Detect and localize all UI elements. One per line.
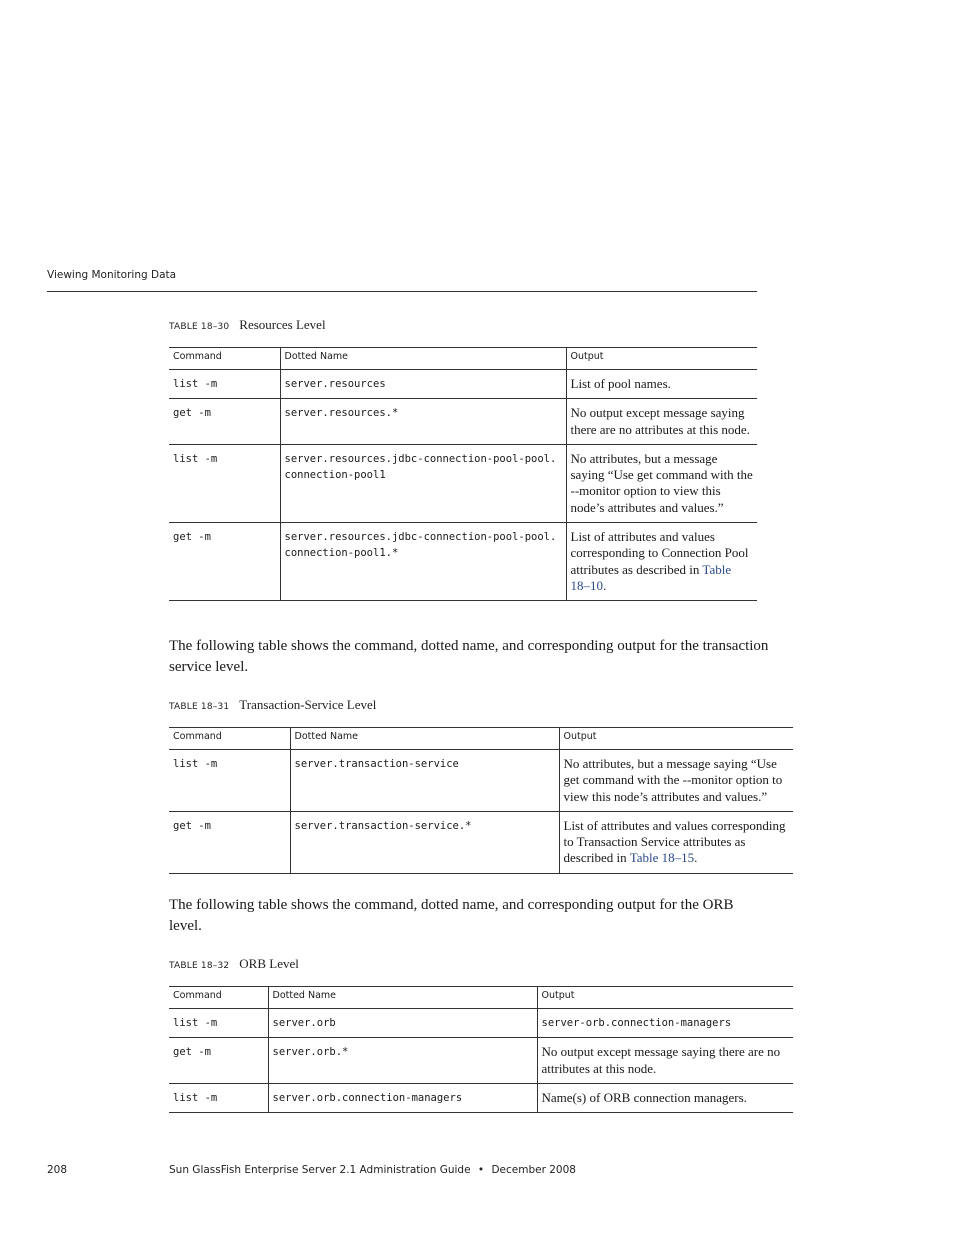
footer-separator: • (477, 1164, 485, 1176)
column-header-output: Output (559, 728, 793, 750)
dotted-name-cell: server.orb.* (268, 1038, 537, 1084)
output-cell (566, 523, 757, 601)
command-cell: get -m (169, 1038, 268, 1084)
dotted-name-cell: server.resources.* (280, 399, 566, 445)
column-header-dotted-name: Dotted Name (290, 728, 559, 750)
table-caption-orb (169, 956, 299, 972)
table-caption-transaction-service (169, 697, 376, 713)
orb-level-table (169, 986, 793, 1113)
column-header-command: Command (169, 348, 280, 370)
table-header-row (169, 987, 793, 1009)
dotted-name-cell: server.orb.connection-managers (268, 1083, 537, 1112)
output-cell: server-orb.connection-managers (537, 1009, 793, 1038)
dotted-name-line: server.resources.jdbc-connection-pool-pool. (284, 452, 557, 465)
command-cell: list -m (169, 750, 290, 812)
output-text-end: . (603, 577, 607, 593)
output-text: List of attributes and values corresponding to Transaction Service attributes as described in (563, 817, 786, 866)
command-cell: list -m (169, 370, 280, 399)
table-header-row (169, 348, 757, 370)
column-header-command: Command (169, 728, 290, 750)
table-row (169, 444, 757, 522)
table-label: TABLE 18–30 (169, 322, 230, 332)
output-text: List of attributes and values corresponding to Connection Pool attributes as described in (570, 529, 749, 577)
command-cell: get -m (169, 811, 290, 873)
dotted-name-cell: server.transaction-service.* (290, 811, 559, 873)
dotted-name-cell: server.resources (280, 370, 566, 399)
output-cell: List of pool names. (566, 370, 757, 399)
table-row (169, 750, 793, 812)
output-cell: No output except message saying there are no attributes at this node. (566, 399, 757, 445)
output-cell (559, 811, 793, 873)
command-cell: list -m (169, 1009, 268, 1038)
footer-doc-title: Sun GlassFish Enterprise Server 2.1 Administration Guide (169, 1164, 471, 1176)
page-number: 208 (47, 1164, 68, 1176)
command-cell: list -m (169, 1083, 268, 1112)
resources-level-table (169, 347, 757, 601)
table-cross-reference-link[interactable]: Table 18–15 (629, 850, 695, 866)
column-header-dotted-name: Dotted Name (268, 987, 537, 1009)
dotted-name-line: server.resources.jdbc-connection-pool-pool. (284, 531, 557, 544)
dotted-name-cell (280, 444, 566, 522)
table-header-row (169, 728, 793, 750)
table-label: TABLE 18–31 (169, 702, 230, 712)
command-cell: get -m (169, 523, 280, 601)
column-header-command: Command (169, 987, 268, 1009)
dotted-name-cell: server.transaction-service (290, 750, 559, 812)
table-row (169, 399, 757, 445)
table-title: ORB Level (239, 956, 299, 971)
header-rule (47, 291, 757, 292)
table-row (169, 811, 793, 873)
running-head: Viewing Monitoring Data (47, 269, 177, 281)
table-title: Resources Level (239, 317, 326, 332)
column-header-dotted-name: Dotted Name (280, 348, 566, 370)
output-cell: Name(s) of ORB connection managers. (537, 1083, 793, 1112)
table-title: Transaction-Service Level (239, 697, 377, 712)
footer-text (169, 1164, 576, 1176)
dotted-name-cell (280, 523, 566, 601)
table-row (169, 523, 757, 601)
output-cell: No attributes, but a message saying “Use get command with the --monitor option to view this node’s attributes and values.” (566, 444, 757, 522)
footer-date: December 2008 (491, 1164, 576, 1176)
column-header-output: Output (566, 348, 757, 370)
table-row (169, 1038, 793, 1084)
dotted-name-line: connection-pool1.* (284, 547, 399, 560)
column-header-output: Output (537, 987, 793, 1009)
command-cell: list -m (169, 444, 280, 522)
table-cross-reference-link[interactable]: Table 18–10 (570, 561, 732, 593)
intro-paragraph-transaction: The following table shows the command, dotted name, and corresponding output for the transaction service level. (169, 638, 769, 675)
table-caption-resources (169, 317, 326, 333)
table-row (169, 370, 757, 399)
intro-paragraph-orb: The following table shows the command, dotted name, and corresponding output for the ORB level. (169, 897, 734, 934)
table-row (169, 1083, 793, 1112)
command-cell: get -m (169, 399, 280, 445)
table-row (169, 1009, 793, 1038)
dotted-name-cell: server.orb (268, 1009, 537, 1038)
output-cell: No attributes, but a message saying “Use get command with the --monitor option to view this node’s attributes and values.” (559, 750, 793, 812)
dotted-name-line: connection-pool1 (284, 469, 386, 482)
transaction-service-level-table (169, 727, 793, 874)
output-cell: No output except message saying there are no attributes at this node. (537, 1038, 793, 1084)
output-text-end: . (694, 850, 698, 866)
table-label: TABLE 18–32 (169, 961, 230, 971)
